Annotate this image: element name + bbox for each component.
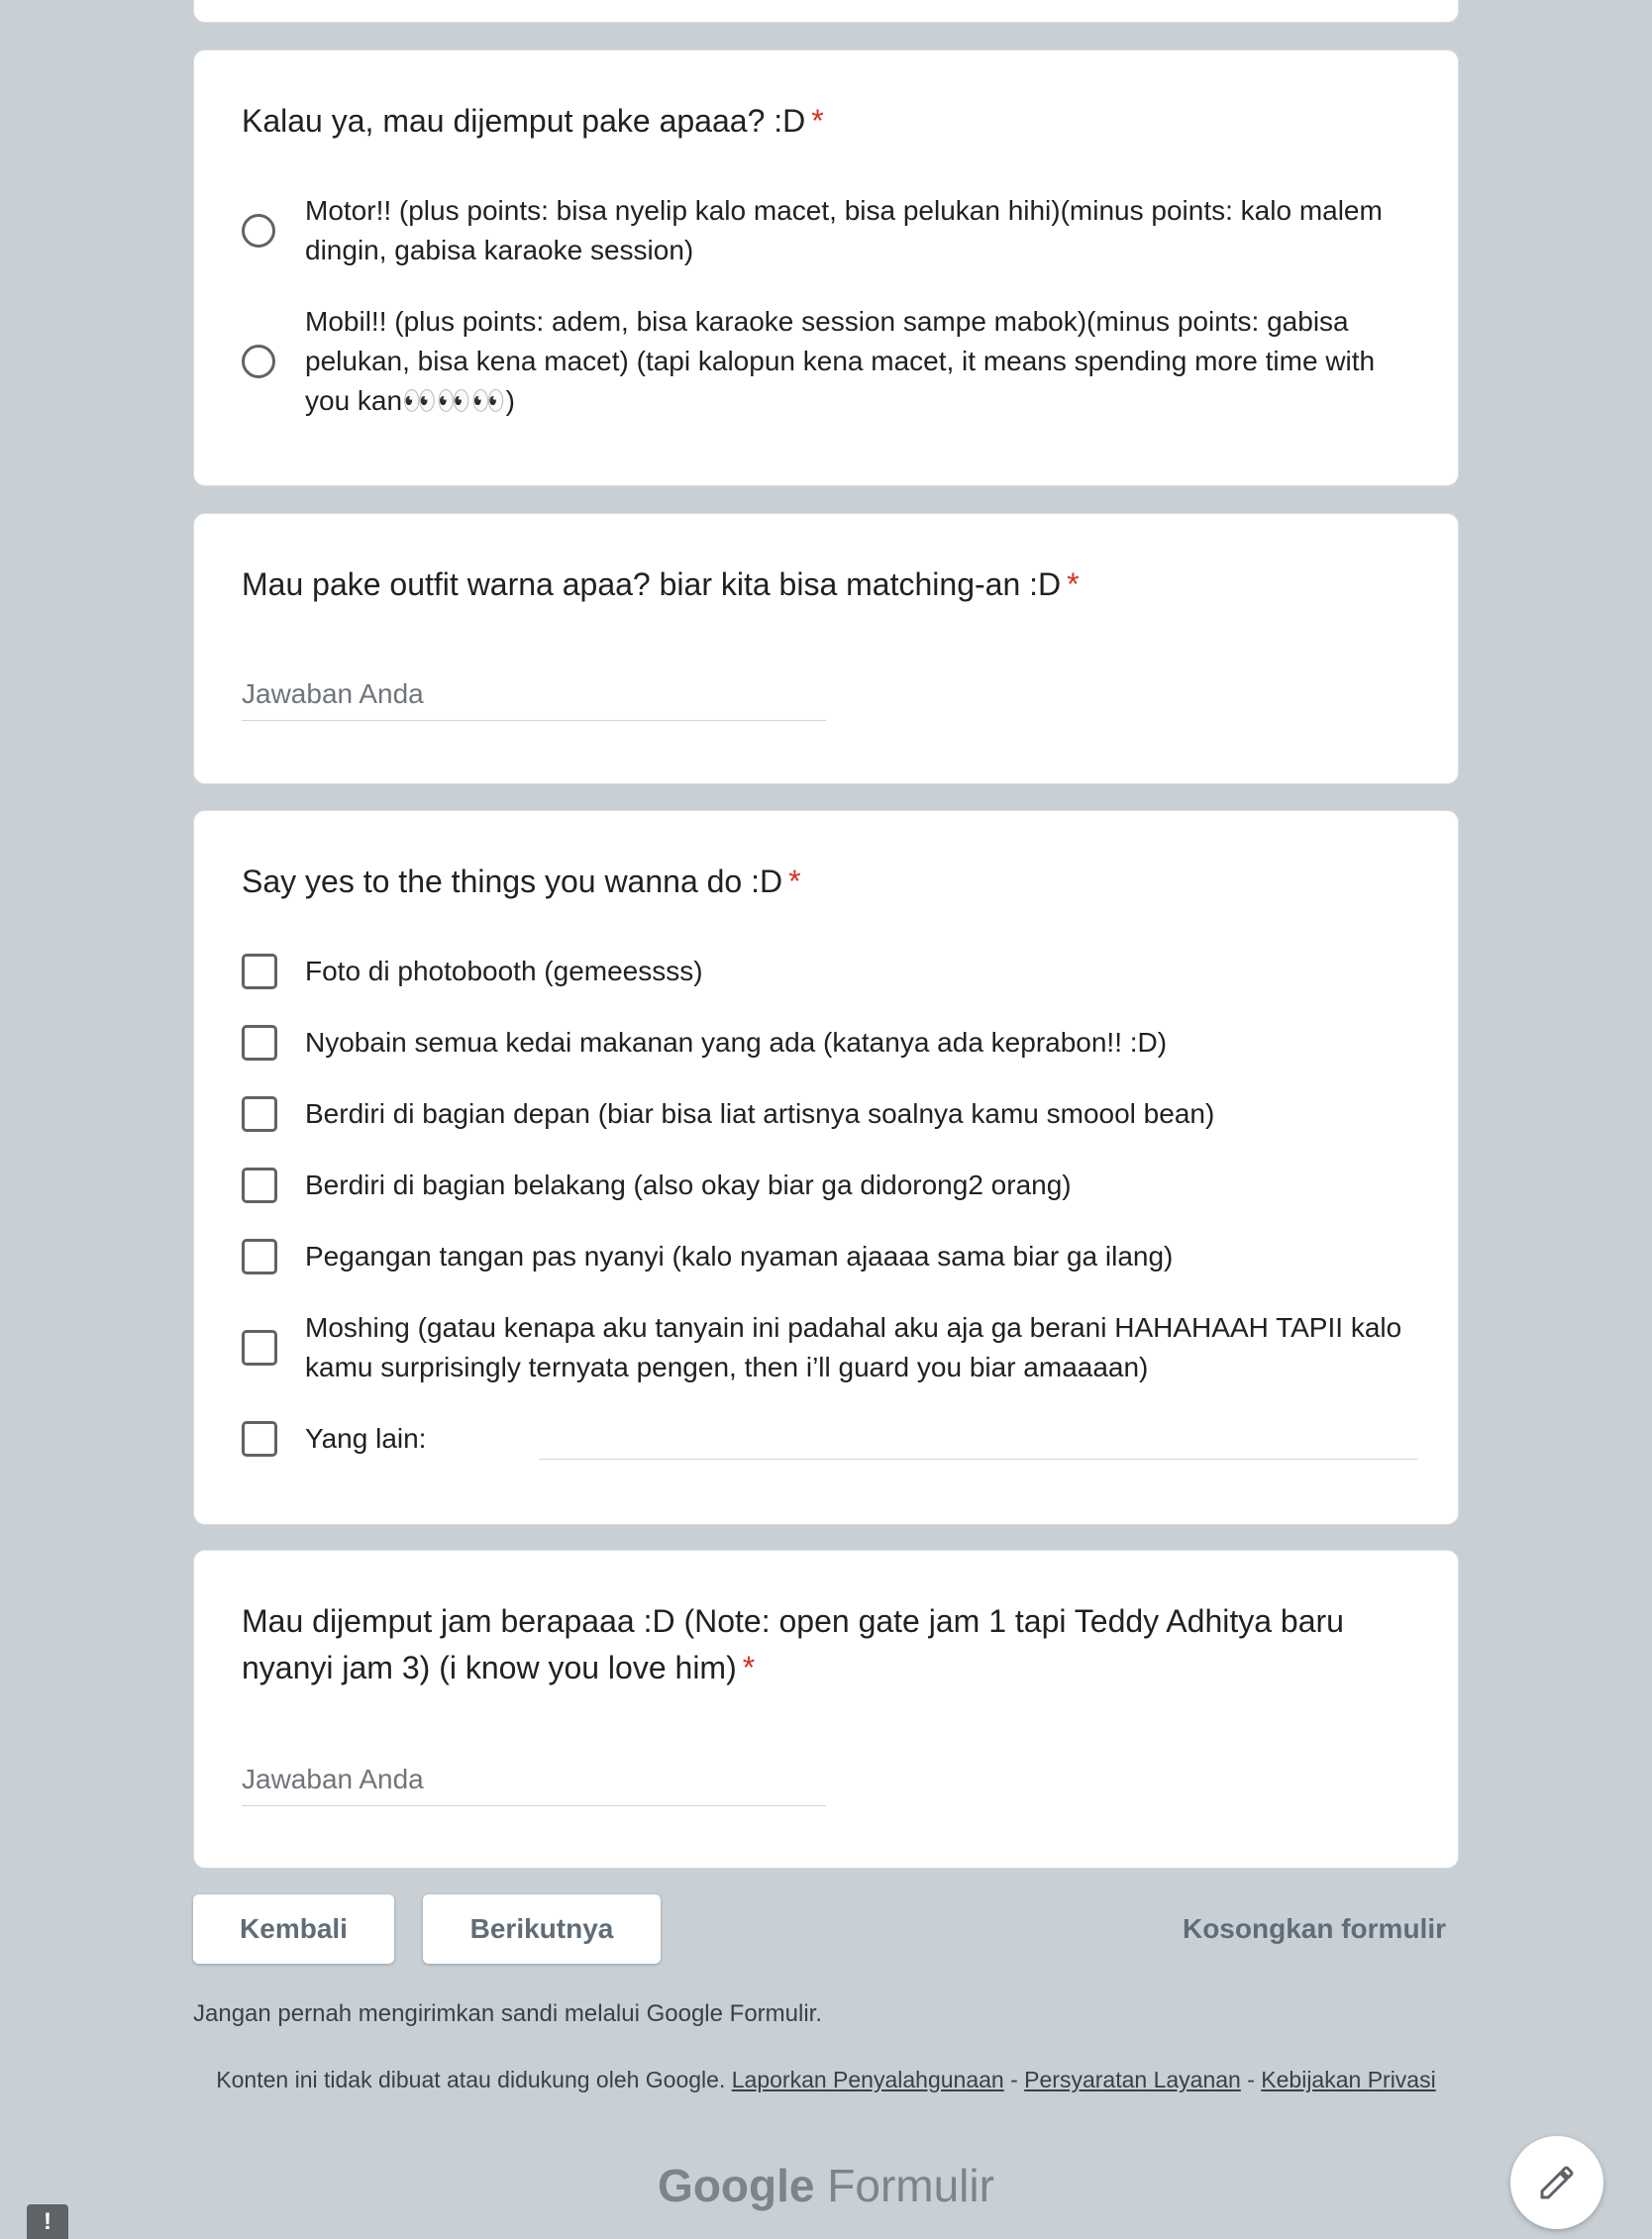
option-label: Motor!! (plus points: bisa nyelip kalo macet, bisa pelukan hihi)(minus points: kalo malem dingin, gabisa karaoke session) xyxy=(305,195,1383,265)
checkbox[interactable] xyxy=(242,954,277,989)
privacy-link[interactable]: Kebijakan Privasi xyxy=(1261,2067,1436,2092)
brand-google: Google xyxy=(658,2160,815,2211)
checkbox-option-stand-front[interactable] xyxy=(242,1094,1418,1134)
radio-button[interactable] xyxy=(242,214,275,248)
separator: - xyxy=(1247,2067,1255,2092)
previous-question-card xyxy=(193,0,1459,23)
option-label: Foto di photobooth (gemeessss) xyxy=(305,956,703,986)
option-label: Berdiri di bagian depan (biar bisa liat artisnya soalnya kamu smoool bean) xyxy=(305,1098,1215,1129)
question-title: Mau dijemput jam berapaaa :D (Note: open gate jam 1 tapi Teddy Adhitya baru nyanyi jam 3) (i know you love him) * xyxy=(242,1603,1344,1685)
google-forms-logo[interactable] xyxy=(0,2159,1652,2212)
answer-input[interactable] xyxy=(242,668,826,721)
checkbox-option-hold-hands[interactable] xyxy=(242,1237,1418,1276)
option-label: Mobil!! (plus points: adem, bisa karaoke session sampe mabok)(minus points: gabisa pelukan, bisa kena macet) (tapi kalopun kena macet, it means spending more time with you kan👀👀👀) xyxy=(305,306,1376,416)
required-asterisk: * xyxy=(1067,566,1080,602)
question-card-pickup-time xyxy=(193,1550,1459,1869)
required-asterisk: * xyxy=(742,1650,756,1685)
radio-option-motor[interactable] xyxy=(242,191,1418,270)
checkbox[interactable] xyxy=(242,1168,277,1203)
back-button[interactable]: Kembali xyxy=(193,1894,394,1964)
separator: - xyxy=(1010,2067,1018,2092)
option-label: Nyobain semua kedai makanan yang ada (katanya ada keprabon!! :D) xyxy=(305,1027,1168,1058)
checkbox-option-stand-back[interactable] xyxy=(242,1166,1418,1205)
question-card-activities xyxy=(193,810,1459,1525)
checkbox[interactable] xyxy=(242,1096,277,1132)
edit-button[interactable] xyxy=(1510,2136,1603,2229)
radio-option-mobil[interactable] xyxy=(242,302,1418,421)
required-asterisk: * xyxy=(788,864,801,899)
brand-product: Formulir xyxy=(827,2160,994,2211)
option-label: Yang lain: xyxy=(305,1423,427,1454)
checkbox[interactable] xyxy=(242,1330,277,1366)
checkbox[interactable] xyxy=(242,1025,277,1061)
checkbox[interactable] xyxy=(242,1421,277,1457)
checkbox-option-food-stalls[interactable] xyxy=(242,1023,1418,1063)
answer-input[interactable] xyxy=(242,1754,826,1806)
other-text-input[interactable] xyxy=(539,1459,1418,1460)
radio-button[interactable] xyxy=(242,345,275,378)
checkbox[interactable] xyxy=(242,1239,277,1274)
question-title: Say yes to the things you wanna do :D * xyxy=(242,864,801,899)
checkbox-option-photobooth[interactable] xyxy=(242,952,1418,991)
checkbox-option-other[interactable] xyxy=(242,1419,1418,1463)
disclaimer-text: Konten ini tidak dibuat atau didukung oleh Google. xyxy=(216,2067,726,2092)
report-problem-button[interactable] xyxy=(27,2204,68,2239)
report-abuse-link[interactable]: Laporkan Penyalahgunaan xyxy=(731,2067,1004,2092)
legal-footer xyxy=(193,2065,1459,2094)
pencil-icon xyxy=(1537,2163,1577,2202)
next-button[interactable]: Berikutnya xyxy=(423,1894,661,1964)
required-asterisk: * xyxy=(811,103,824,139)
option-label: Berdiri di bagian belakang (also okay biar ga didorong2 orang) xyxy=(305,1170,1072,1200)
exclamation-icon: ! xyxy=(44,2207,52,2235)
option-label: Pegangan tangan pas nyanyi (kalo nyaman ajaaaa sama biar ga ilang) xyxy=(305,1241,1174,1272)
checkbox-option-moshing[interactable] xyxy=(242,1308,1418,1387)
terms-link[interactable]: Persyaratan Layanan xyxy=(1024,2067,1241,2092)
password-warning: Jangan pernah mengirimkan sandi melalui Google Formulir. xyxy=(193,2000,822,2027)
clear-form-button[interactable]: Kosongkan formulir xyxy=(1182,1913,1446,1944)
question-title: Mau pake outfit warna apaa? biar kita bisa matching-an :D * xyxy=(242,566,1080,602)
question-card-transport xyxy=(193,50,1459,486)
option-label: Moshing (gatau kenapa aku tanyain ini padahal aku aja ga berani HAHAHAAH TAPII kalo kamu surprisingly ternyata pengen, then i’ll guard you biar amaaaan) xyxy=(305,1312,1402,1382)
question-card-outfit xyxy=(193,513,1459,784)
question-title: Kalau ya, mau dijemput pake apaaa? :D * xyxy=(242,103,824,139)
